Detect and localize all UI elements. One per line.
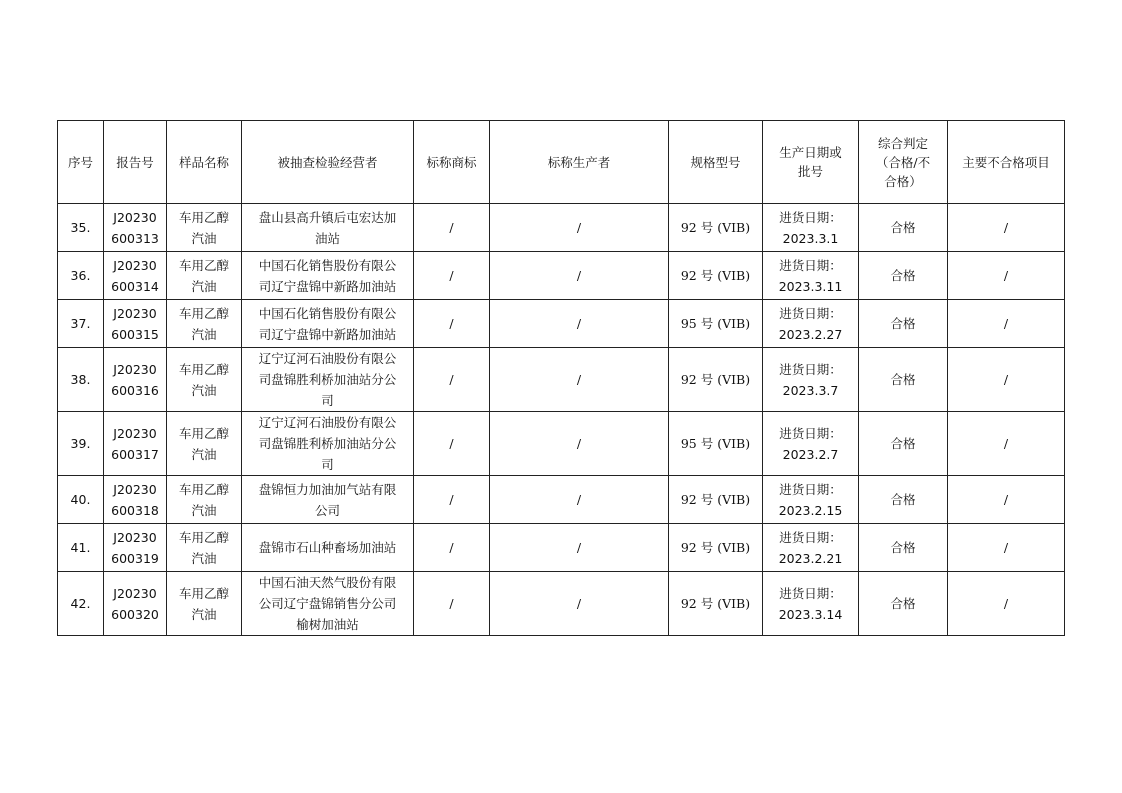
cell-failed-items: / — [948, 252, 1065, 300]
cell-verdict: 合格 — [859, 300, 948, 348]
cell-verdict: 合格 — [859, 252, 948, 300]
cell-spec: 92 号 (VIB) — [669, 204, 763, 252]
cell-date: 进货日期： 2023.2.7 — [763, 412, 859, 476]
cell-verdict: 合格 — [859, 524, 948, 572]
cell-date: 进货日期： 2023.3.14 — [763, 572, 859, 636]
cell-producer: / — [490, 204, 669, 252]
cell-seq: 39. — [58, 412, 104, 476]
header-sample-name: 样品名称 — [167, 121, 242, 204]
cell-producer: / — [490, 412, 669, 476]
cell-seq: 42. — [58, 572, 104, 636]
inspection-results-table — [57, 120, 1065, 636]
cell-trademark: / — [414, 476, 490, 524]
header-operator: 被抽查检验经营者 — [242, 121, 414, 204]
cell-sample-name: 车用乙醇 汽油 — [167, 412, 242, 476]
cell-spec: 92 号 (VIB) — [669, 252, 763, 300]
table-row — [58, 572, 1065, 636]
cell-sample-name: 车用乙醇 汽油 — [167, 252, 242, 300]
cell-failed-items: / — [948, 476, 1065, 524]
cell-seq: 37. — [58, 300, 104, 348]
cell-producer: / — [490, 524, 669, 572]
cell-spec: 92 号 (VIB) — [669, 572, 763, 636]
cell-sample-name: 车用乙醇 汽油 — [167, 204, 242, 252]
cell-trademark: / — [414, 524, 490, 572]
table-row — [58, 412, 1065, 476]
cell-sample-name: 车用乙醇 汽油 — [167, 476, 242, 524]
cell-sample-name: 车用乙醇 汽油 — [167, 300, 242, 348]
cell-seq: 36. — [58, 252, 104, 300]
table-row — [58, 300, 1065, 348]
cell-spec: 92 号 (VIB) — [669, 348, 763, 412]
cell-date: 进货日期： 2023.3.1 — [763, 204, 859, 252]
cell-verdict: 合格 — [859, 412, 948, 476]
header-failed-items: 主要不合格项目 — [948, 121, 1065, 204]
header-report-no: 报告号 — [104, 121, 167, 204]
cell-failed-items: / — [948, 348, 1065, 412]
cell-failed-items: / — [948, 412, 1065, 476]
cell-operator: 辽宁辽河石油股份有限公 司盘锦胜利桥加油站分公 司 — [242, 412, 414, 476]
table-row — [58, 204, 1065, 252]
cell-spec: 92 号 (VIB) — [669, 524, 763, 572]
cell-trademark: / — [414, 348, 490, 412]
cell-report-no: J20230 600313 — [104, 204, 167, 252]
cell-date: 进货日期： 2023.2.21 — [763, 524, 859, 572]
cell-sample-name: 车用乙醇 汽油 — [167, 524, 242, 572]
cell-operator: 盘锦恒力加油加气站有限 公司 — [242, 476, 414, 524]
cell-producer: / — [490, 300, 669, 348]
table-row — [58, 476, 1065, 524]
cell-operator: 盘山县高升镇后屯宏达加 油站 — [242, 204, 414, 252]
cell-report-no: J20230 600316 — [104, 348, 167, 412]
cell-seq: 38. — [58, 348, 104, 412]
cell-failed-items: / — [948, 572, 1065, 636]
cell-verdict: 合格 — [859, 476, 948, 524]
cell-seq: 40. — [58, 476, 104, 524]
header-verdict: 综合判定 （合格/不 合格） — [859, 121, 948, 204]
header-spec: 规格型号 — [669, 121, 763, 204]
cell-operator: 中国石化销售股份有限公 司辽宁盘锦中新路加油站 — [242, 300, 414, 348]
cell-report-no: J20230 600318 — [104, 476, 167, 524]
cell-spec: 92 号 (VIB) — [669, 476, 763, 524]
cell-report-no: J20230 600317 — [104, 412, 167, 476]
cell-date: 进货日期： 2023.3.11 — [763, 252, 859, 300]
cell-sample-name: 车用乙醇 汽油 — [167, 572, 242, 636]
table-row — [58, 348, 1065, 412]
cell-operator: 中国石化销售股份有限公 司辽宁盘锦中新路加油站 — [242, 252, 414, 300]
cell-trademark: / — [414, 300, 490, 348]
cell-report-no: J20230 600319 — [104, 524, 167, 572]
cell-operator: 辽宁辽河石油股份有限公 司盘锦胜利桥加油站分公 司 — [242, 348, 414, 412]
cell-operator: 盘锦市石山种畜场加油站 — [242, 524, 414, 572]
cell-spec: 95 号 (VIB) — [669, 412, 763, 476]
cell-verdict: 合格 — [859, 572, 948, 636]
header-row — [58, 121, 1065, 204]
cell-report-no: J20230 600314 — [104, 252, 167, 300]
cell-producer: / — [490, 572, 669, 636]
cell-trademark: / — [414, 204, 490, 252]
cell-seq: 35. — [58, 204, 104, 252]
cell-report-no: J20230 600315 — [104, 300, 167, 348]
header-seq: 序号 — [58, 121, 104, 204]
cell-spec: 95 号 (VIB) — [669, 300, 763, 348]
header-trademark: 标称商标 — [414, 121, 490, 204]
table-row — [58, 524, 1065, 572]
cell-operator: 中国石油天然气股份有限 公司辽宁盘锦销售分公司 榆树加油站 — [242, 572, 414, 636]
cell-producer: / — [490, 476, 669, 524]
cell-producer: / — [490, 252, 669, 300]
cell-sample-name: 车用乙醇 汽油 — [167, 348, 242, 412]
table-body — [58, 204, 1065, 636]
header-date: 生产日期或 批号 — [763, 121, 859, 204]
cell-verdict: 合格 — [859, 348, 948, 412]
cell-trademark: / — [414, 412, 490, 476]
cell-seq: 41. — [58, 524, 104, 572]
cell-failed-items: / — [948, 300, 1065, 348]
header-producer: 标称生产者 — [490, 121, 669, 204]
cell-report-no: J20230 600320 — [104, 572, 167, 636]
cell-producer: / — [490, 348, 669, 412]
cell-failed-items: / — [948, 204, 1065, 252]
cell-trademark: / — [414, 572, 490, 636]
table-row — [58, 252, 1065, 300]
cell-date: 进货日期： 2023.2.27 — [763, 300, 859, 348]
cell-date: 进货日期： 2023.3.7 — [763, 348, 859, 412]
cell-failed-items: / — [948, 524, 1065, 572]
cell-date: 进货日期： 2023.2.15 — [763, 476, 859, 524]
cell-trademark: / — [414, 252, 490, 300]
cell-verdict: 合格 — [859, 204, 948, 252]
